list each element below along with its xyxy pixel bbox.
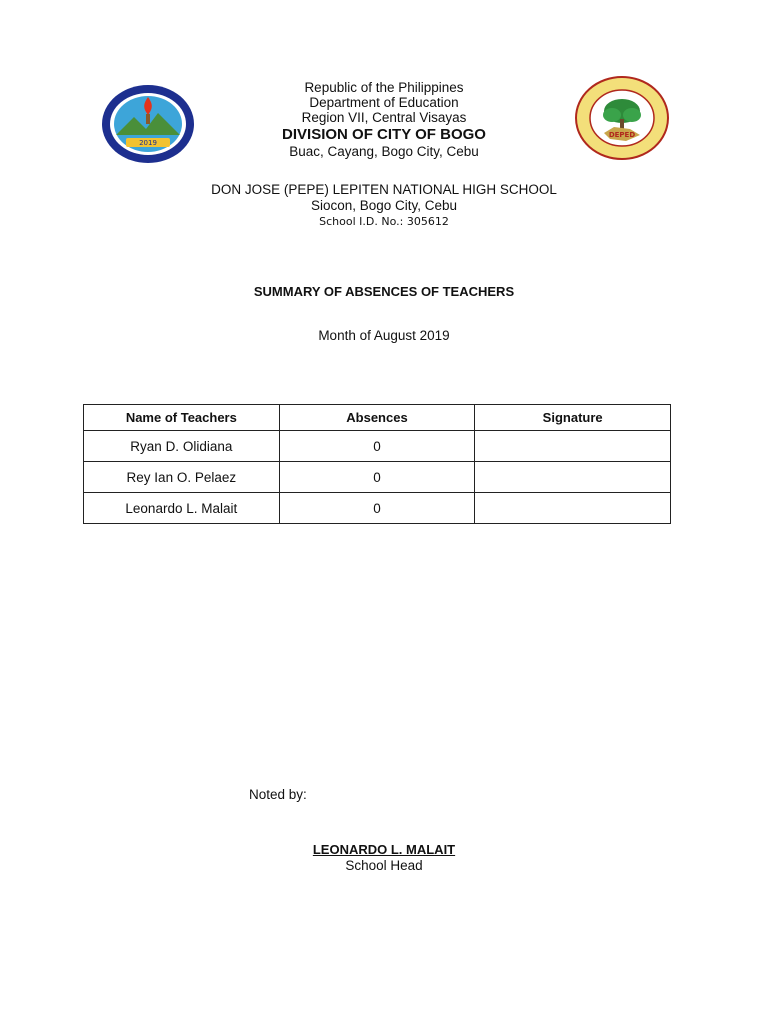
table-header-row — [84, 405, 671, 431]
absences-count: 0 — [279, 493, 475, 524]
signature-cell — [475, 493, 671, 524]
header-absences: Absences — [279, 405, 475, 431]
school-address: Siocon, Bogo City, Cebu — [310, 198, 458, 213]
division-line: DIVISION OF CITY OF BOGO — [282, 126, 486, 143]
division-address: Buac, Cayang, Bogo City, Cebu — [289, 144, 479, 159]
signatory-block — [0, 842, 768, 874]
signature-cell — [475, 462, 671, 493]
svg-text:DEPED: DEPED — [608, 131, 636, 139]
department-line: Department of Education — [309, 95, 459, 110]
svg-text:2019: 2019 — [139, 139, 157, 147]
letterhead — [0, 80, 768, 159]
teacher-name: Ryan D. Olidiana — [84, 431, 280, 462]
header-name: Name of Teachers — [84, 405, 280, 431]
school-id: School I.D. No.: 305612 — [319, 215, 449, 228]
table-row — [84, 493, 671, 524]
noted-by-label: Noted by: — [249, 787, 307, 802]
absences-count: 0 — [279, 462, 475, 493]
country-line: Republic of the Philippines — [304, 80, 464, 95]
absences-count: 0 — [279, 431, 475, 462]
header-signature: Signature — [475, 405, 671, 431]
signatory-name: LEONARDO L. MALAIT — [312, 842, 456, 857]
table-row — [84, 462, 671, 493]
teacher-name: Leonardo L. Malait — [84, 493, 280, 524]
school-block — [0, 182, 768, 230]
document-title: SUMMARY OF ABSENCES OF TEACHERS — [253, 284, 515, 299]
signatory-title: School Head — [345, 858, 423, 873]
region-line: Region VII, Central Visayas — [301, 110, 467, 125]
teacher-name: Rey Ian O. Pelaez — [84, 462, 280, 493]
signature-cell — [475, 431, 671, 462]
absences-table — [83, 404, 671, 524]
school-name: DON JOSE (PEPE) LEPITEN NATIONAL HIGH SCHOOL — [211, 182, 557, 197]
document-period: Month of August 2019 — [318, 328, 450, 343]
table-row — [84, 431, 671, 462]
